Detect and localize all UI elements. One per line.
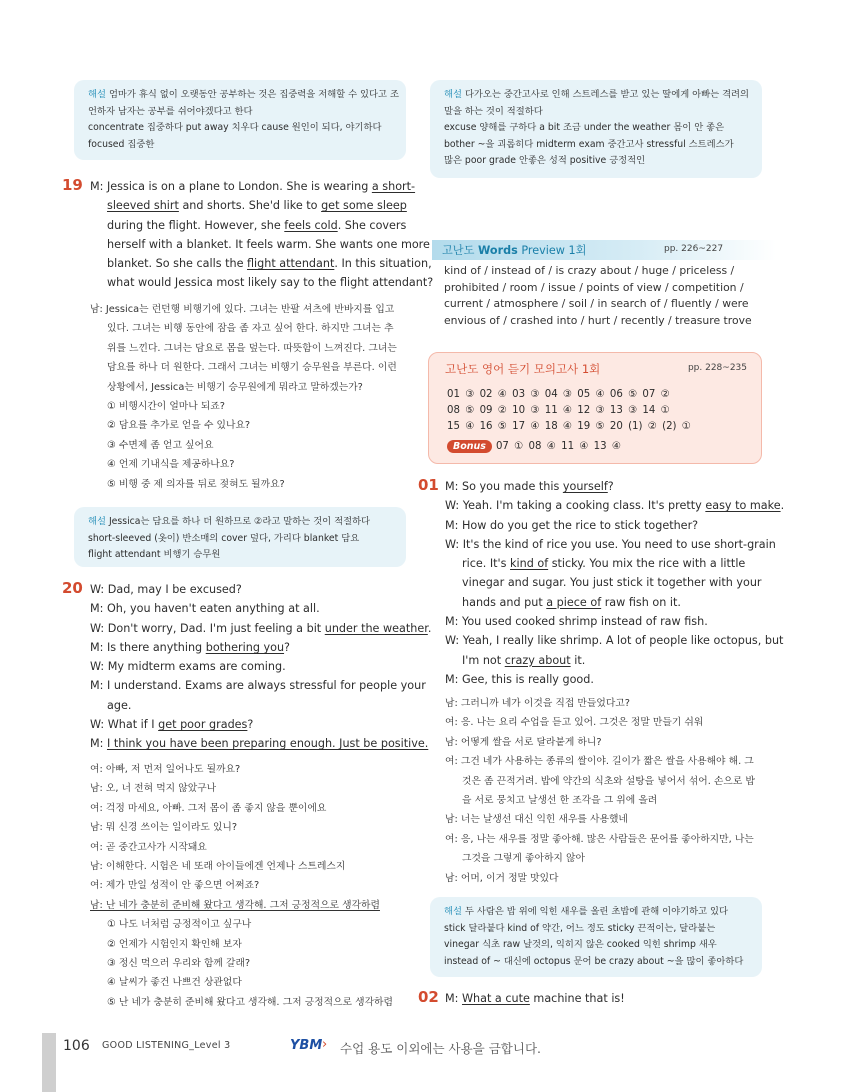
question-01-translation: 남: 그러니까 네가 이것을 직접 만들었다고? 여: 응. 나는 요리 수업을 듣고 있어. 그것은 정말 만들기 쉬워 남: 어떻게 쌀을 서로 달라붙게 하니? 여: 그건 네가 사용하는 종류의 쌀이야. 길이가 짧은 쌀을 사용해야 해. 그 것은 좀 끈적거려. 밥에 약간의 식초와 설탕을 넣어서 섞어. 손으로 밥 을 서로 뭉치고 날생선 한 조각을 그 위에 올려 남: 너는 날생선 대신 익힌 새우를 사용했네 여: 응, 나는 새우를 정말 좋아해. 많은 사람들은 문어를 좋아하지만, 나는 그것을 그렇게 좋아하지 않아 남: 어머, 이거 정말 맛있다 (445, 698, 755, 884)
answer-row: 15 ④ 16 ⑤ 17 ④ 18 ④ 19 ⑤ 20 (1) ② (2) ① (447, 421, 691, 433)
words-preview-list: kind of / instead of / is crazy about / huge / priceless / prohibited / room / issue / points of view / competition / current / atmosphere / soil / in search of / fluently / were envious of / crashed into / hurt / recently / treasure trove (444, 264, 752, 327)
question-number-01: 01 (418, 476, 439, 494)
answer-key-box (428, 352, 762, 464)
option: ⑤ 비행 중 제 의자를 뒤로 젖혀도 될까요? (107, 478, 285, 490)
option: ④ 날씨가 좋건 나쁘건 상관없다 (107, 977, 242, 989)
answer-key-pages: pp. 228~235 (687, 363, 747, 373)
option: ③ 정신 먹으러 우리와 함께 갈래? (107, 958, 251, 970)
page-number: 106 (63, 1038, 90, 1054)
footer-margin-bar (42, 1033, 56, 1092)
answer-row: 01 ③ 02 ④ 03 ③ 04 ③ 05 ④ 06 ⑤ 07 ② (447, 389, 670, 400)
chevron-right-icon: › (322, 1037, 328, 1052)
option: ⑤ 난 네가 충분히 준비해 왔다고 생각해. 그저 긍정적으로 생각하렴 (107, 996, 393, 1008)
option: ② 언제가 시험인지 확인해 보자 (107, 938, 242, 950)
question-20-script: W: Dad, may I be excused? M: Oh, you haven't eaten anything at all. W: Don't worry, Dad. I'm just feeling a bit under the weather. M: Is there anything bothering you? W: My midterm exams are coming. M: I understand. Exams are always stressful for people your age. W: What if I get poor grades? M: I think you have been preparing enough. Just be positive. (90, 583, 432, 751)
explanation-label: 해설 (88, 516, 106, 527)
explanation-label: 해설 (444, 906, 462, 917)
question-20-translation: 여: 아빠, 저 먼저 일어나도 될까요? 남: 오, 너 전혀 먹지 않았구나 여: 걱정 마세요, 아빠. 그저 몸이 좀 좋지 않을 뿐이에요 남: 뭐 신경 쓰이는 일이라도 있니? 여: 곧 중간고사가 시작돼요 남: 이해한다. 시험은 네 또래 아이들에겐 언제나 스트레스지 여: 제가 만일 성적이 안 좋으면 어쩌죠? 남: 난 네가 충분히 준비해 왔다고 생각해. 그저 긍정적으로 생각하렴 ① 나도 너처럼 긍정적이고 싶구나 ② 언제가 시험인지 확인해 보자 ③ 정신 먹으러 우리와 함께 갈래? ④ 날씨가 좋건 나쁘건 상관없다 ⑤ 난 네가 충분히 준비해 왔다고 생각해. 그저 긍정적으로 생각하렴 (90, 760, 408, 1012)
words-preview-title: 고난도 Words Preview 1회 (442, 244, 587, 257)
option: ① 나도 너처럼 긍정적이고 싶구나 (107, 919, 252, 931)
publisher-logo: YBM (290, 1038, 323, 1053)
question-number-20: 20 (62, 579, 83, 597)
question-02-script: M: What a cute machine that is! (445, 992, 625, 1005)
words-preview-pages: pp. 226~227 (664, 244, 724, 254)
explanation-box-19: 해설 Jessica는 담요를 하나 더 원하므로 ②라고 말하는 것이 적절하다 short-sleeved (옷이) 반소매의 cover 덮다, 가리다 blanket 담요 flight attendant 비행기 승무원 (74, 507, 406, 567)
usage-notice: 수업 용도 이외에는 사용을 금합니다. (340, 1041, 541, 1056)
answer-row: 08 ⑤ 09 ② 10 ③ 11 ④ 12 ③ 13 ③ 14 ① (447, 405, 670, 417)
question-number-02: 02 (418, 988, 439, 1006)
explanation-label: 해설 (88, 89, 106, 100)
explanation-label: 해설 (444, 89, 462, 100)
bonus-badge: Bonus (447, 440, 492, 453)
question-19-script: M: Jessica is on a plane to London. She is wearing a short- sleeved shirt and shorts. She'd like to get some sleep during the flight. However, she feels cold. She covers herself with a blanket. It feels warm. She wants one more blanket. So she calls the flight attendant. In this situation, what would Jessica most likely say to the flight attendant? (90, 180, 434, 290)
book-title: GOOD LISTENING_Level 3 (102, 1040, 231, 1051)
option: ② 담요를 추가로 얻을 수 있나요? (107, 420, 251, 432)
option: ④ 언제 기내식을 제공하나요? (107, 459, 235, 471)
option: ③ 수면제 좀 얻고 싶어요 (107, 439, 214, 451)
explanation-box-18: 해설 엄마가 휴식 없이 오랫동안 공부하는 것은 집중력을 저해할 수 있다고 조 언하자 남자는 공부를 쉬어야겠다고 한다 concentrate 집중하다 put away 치우다 cause 원인이 되다, 야기하다 focused 집중한 (74, 80, 406, 160)
words-preview-header (432, 240, 776, 260)
explanation-box-20: 해설 다가오는 중간고사로 인해 스트레스를 받고 있는 딸에게 아빠는 격려의 말을 하는 것이 적절하다 excuse 양해를 구하다 a bit 조금 under the weather 몸이 안 좋은 bother ~을 괴롭히다 midterm exam 중간고사 stressful 스트레스가 많은 poor grade 안좋은 성적 positive 긍정적인 (430, 80, 762, 178)
option: ① 비행시간이 얼마나 되죠? (107, 401, 225, 413)
question-number-19: 19 (62, 176, 83, 194)
question-01-script: M: So you made this yourself? W: Yeah. I'm taking a cooking class. It's pretty easy to make. M: How do you get the rice to stick together? W: It's the kind of rice you use. You need to use short-grain rice. It's kind of sticky. You mix the rice with a little vinegar and sugar. You just stick it together with your hands and put a piece of raw fish on it. M: You used cooked shrimp instead of raw fish. W: Yeah, I really like shrimp. A lot of people like octopus, but I'm not crazy about it. M: Gee, this is really good. (445, 480, 785, 686)
bonus-answers: 07 ① 08 ④ 11 ④ 13 ④ (495, 440, 622, 452)
explanation-box-01: 해설 두 사람은 밥 위에 익힌 새우를 올린 초밥에 관해 이야기하고 있다 stick 달라붙다 kind of 약간, 어느 정도 sticky 끈적이는, 달라붙는 vinegar 식초 raw 날것의, 익히지 않은 cooked 익힌 shrimp 새우 instead of ~ 대신에 octopus 문어 be crazy about ~을 많이 좋아하다 (430, 897, 762, 977)
answer-key-title: 고난도 영어 듣기 모의고사 1회 (445, 362, 601, 376)
question-19-translation: 남: Jessica는 런던행 비행기에 있다. 그녀는 반팔 셔츠에 반바지를 입고 있다. 그녀는 비행 동안에 잠을 좀 자고 싶어 한다. 하지만 그녀는 추 위를 느낀다. 그녀는 담요로 몸을 덮는다. 따뜻함이 느껴진다. 그녀는 담요를 하나 더 원한다. 그래서 그녀는 비행기 승무원을 부른다. 이런 상황에서, Jessica는 비행기 승무원에게 뭐라고 말하겠는가? ① 비행시간이 얼마나 되죠? ② 담요를 추가로 얻을 수 있나요? ③ 수면제 좀 얻고 싶어요 ④ 언제 기내식을 제공하나요? ⑤ 비행 중 제 의자를 뒤로 젖혀도 될까요? (90, 300, 408, 494)
